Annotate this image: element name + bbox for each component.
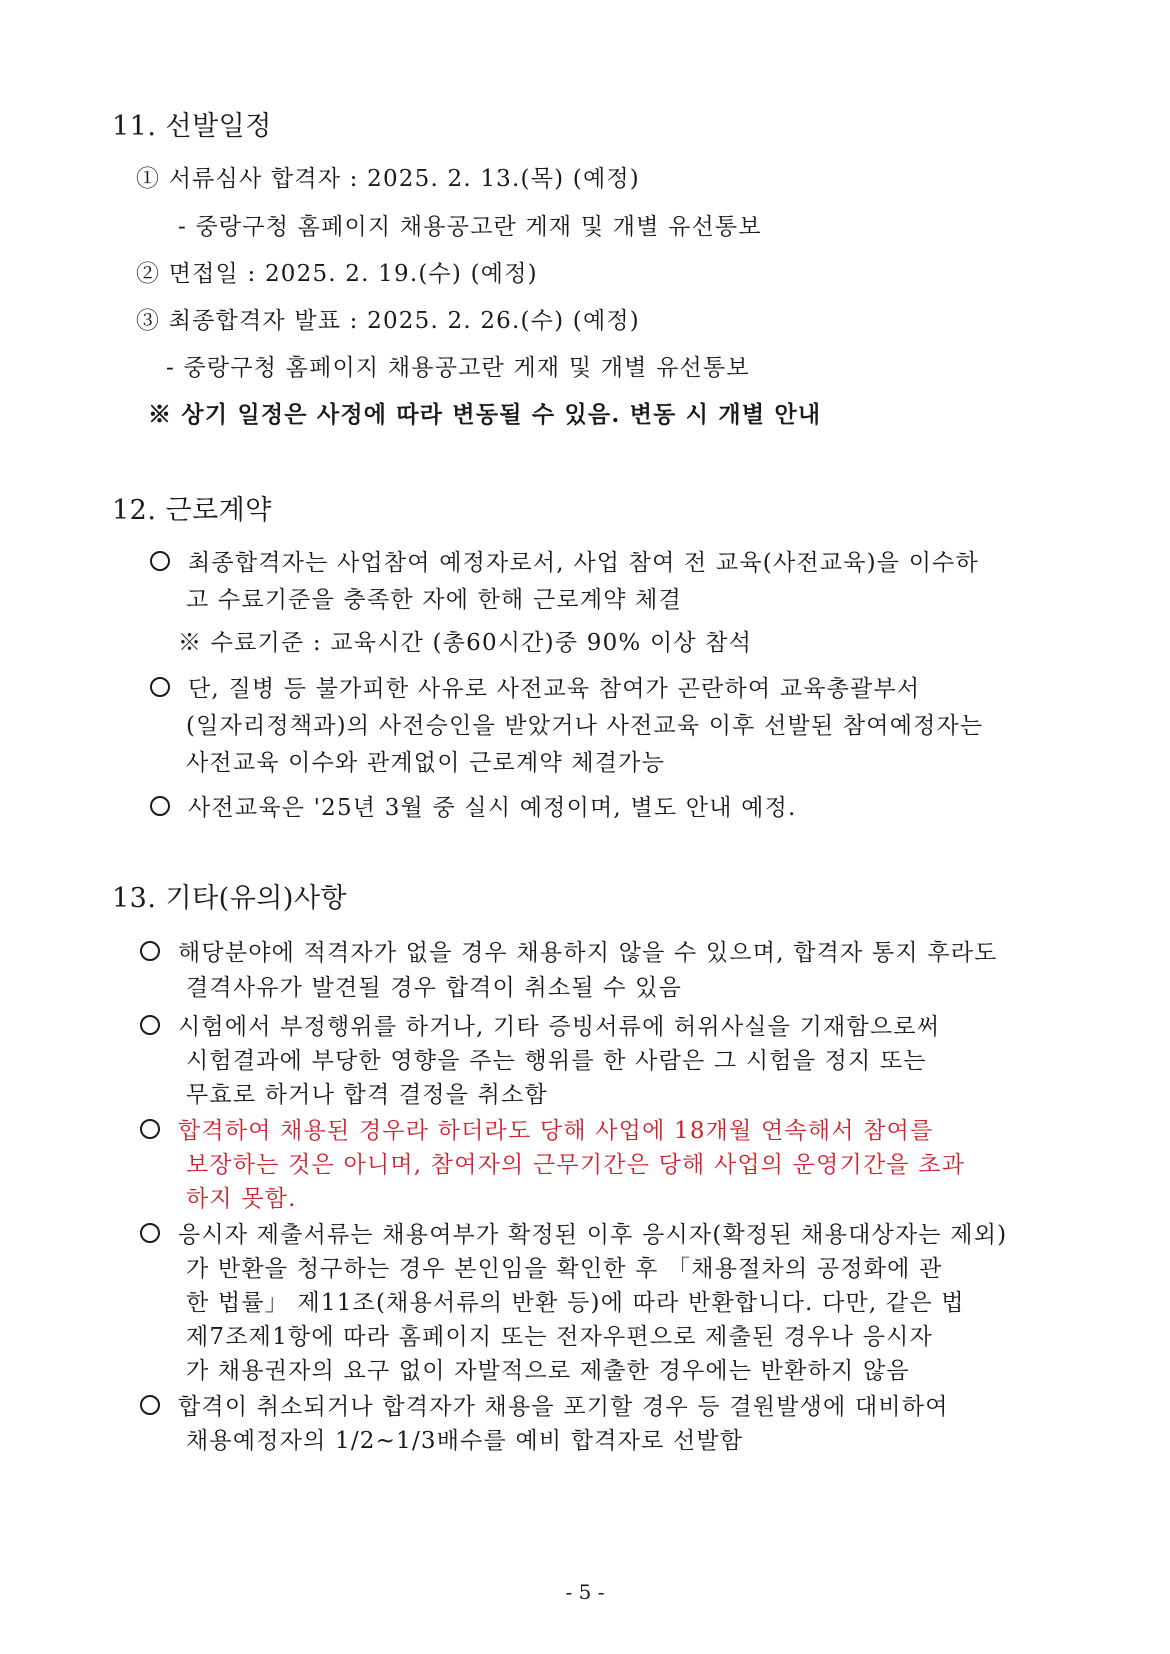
notice-bullet-2-line-3: 무효로 하거나 합격 결정을 취소함 bbox=[186, 1082, 548, 1108]
item-marker: ① bbox=[136, 166, 161, 192]
circle-bullet-icon bbox=[140, 1223, 160, 1243]
item-marker: ② bbox=[136, 261, 161, 287]
notice-bullet-4-line-1: 응시자 제출서류는 채용여부가 확정된 이후 응시자(확정된 채용대상자는 제외) bbox=[140, 1216, 1007, 1249]
schedule-item-3-sub bbox=[166, 349, 750, 382]
notice-bullet-4-line-2: 가 반환을 청구하는 경우 본인임을 확인한 후 「채용절차의 공정화에 관 bbox=[186, 1256, 943, 1282]
contract-bullet-1-line-1: 최종합격자는 사업참여 예정자로서, 사업 참여 전 교육(사전교육)을 이수하 bbox=[150, 544, 979, 577]
item-text: 중랑구청 홈페이지 채용공고란 게재 및 개별 유선통보 bbox=[183, 355, 750, 381]
schedule-item-2 bbox=[136, 255, 538, 288]
circle-bullet-icon bbox=[150, 677, 170, 697]
notice-bullet-3-line-2: 보장하는 것은 아니며, 참여자의 근무기간은 당해 사업의 운영기간을 초과 bbox=[186, 1152, 966, 1178]
contract-bullet-2-line-2: (일자리정책과)의 사전승인을 받았거나 사전교육 이후 선발된 참여예정자는 bbox=[186, 713, 984, 739]
notice-bullet-3-line-3: 하지 못함. bbox=[186, 1186, 297, 1212]
circle-bullet-icon bbox=[140, 1015, 160, 1035]
section-12-heading: 12. 근로계약 bbox=[112, 495, 272, 526]
circle-bullet-icon bbox=[140, 941, 160, 961]
contract-bullet-2-line-3: 사전교육 이수와 관계없이 근로계약 체결가능 bbox=[186, 750, 665, 776]
schedule-item-3 bbox=[136, 302, 640, 335]
completion-criteria-note: ※ 수료기준 : 교육시간 (총60시간)중 90% 이상 참석 bbox=[178, 630, 753, 656]
notice-bullet-3-line-1: 합격하여 채용된 경우라 하더라도 당해 사업에 18개월 연속해서 참여를 bbox=[140, 1112, 933, 1145]
page-number: - 5 - bbox=[565, 1580, 605, 1604]
notice-bullet-4-line-4: 제7조제1항에 따라 홈페이지 또는 전자우편으로 제출된 경우나 응시자 bbox=[186, 1324, 933, 1350]
schedule-note: ※ 상기 일정은 사정에 따라 변동될 수 있음. 변동 시 개별 안내 bbox=[148, 401, 822, 428]
notice-bullet-1-line-2: 결격사유가 발견될 경우 합격이 취소될 수 있음 bbox=[186, 975, 683, 1001]
item-text: 중랑구청 홈페이지 채용공고란 게재 및 개별 유선통보 bbox=[195, 214, 762, 240]
contract-bullet-3-line-1: 사전교육은 '25년 3월 중 실시 예정이며, 별도 안내 예정. bbox=[150, 789, 797, 822]
notice-bullet-4-line-5: 가 채용권자의 요구 없이 자발적으로 제출한 경우에는 반환하지 않음 bbox=[186, 1358, 910, 1384]
circle-bullet-icon bbox=[150, 796, 170, 816]
notice-bullet-5-line-2: 채용예정자의 1/2~1/3배수를 예비 합격자로 선발함 bbox=[186, 1428, 744, 1454]
notice-bullet-2-line-1: 시험에서 부정행위를 하거나, 기타 증빙서류에 허위사실을 기재함으로써 bbox=[140, 1008, 940, 1041]
circle-bullet-icon bbox=[140, 1395, 160, 1415]
notice-bullet-4-line-3: 한 법률」 제11조(채용서류의 반환 등)에 따라 반환합니다. 다만, 같은 법 bbox=[186, 1290, 965, 1316]
contract-bullet-1-line-2: 고 수료기준을 충족한 자에 한해 근로계약 체결 bbox=[186, 587, 683, 613]
section-11-heading: 11. 선발일정 bbox=[112, 111, 272, 142]
contract-bullet-2-line-1: 단, 질병 등 불가피한 사유로 사전교육 참여가 곤란하여 교육총괄부서 bbox=[150, 670, 920, 703]
item-text: 서류심사 합격자 : 2025. 2. 13.(목) (예정) bbox=[168, 166, 640, 192]
dash-marker: - bbox=[166, 355, 175, 381]
section-13-heading: 13. 기타(유의)사항 bbox=[112, 883, 348, 914]
schedule-item-1 bbox=[136, 160, 640, 193]
circle-bullet-icon bbox=[150, 551, 170, 571]
schedule-item-1-sub bbox=[178, 208, 762, 241]
notice-bullet-1-line-1: 해당분야에 적격자가 없을 경우 채용하지 않을 수 있으며, 합격자 통지 후라도 bbox=[140, 934, 998, 967]
circle-bullet-icon bbox=[140, 1119, 160, 1139]
item-text: 최종합격자 발표 : 2025. 2. 26.(수) (예정) bbox=[168, 308, 640, 334]
dash-marker: - bbox=[178, 214, 187, 240]
item-marker: ③ bbox=[136, 308, 161, 334]
item-text: 면접일 : 2025. 2. 19.(수) (예정) bbox=[168, 261, 538, 287]
notice-bullet-2-line-2: 시험결과에 부당한 영향을 주는 행위를 한 사람은 그 시험을 정지 또는 bbox=[186, 1048, 927, 1074]
notice-bullet-5-line-1: 합격이 취소되거나 합격자가 채용을 포기할 경우 등 결원발생에 대비하여 bbox=[140, 1388, 949, 1421]
